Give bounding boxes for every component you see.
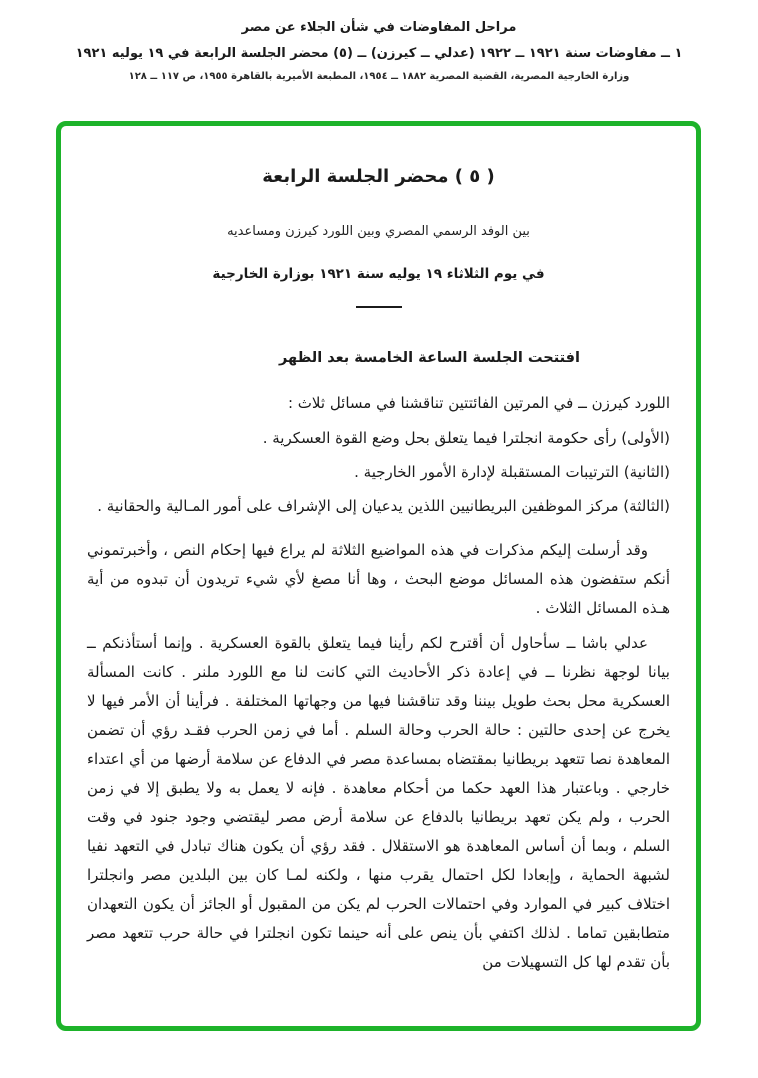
session-subtitle-date: في يوم الثلاثاء ١٩ يوليه سنة ١٩٢١ بوزارة الخارجية (212, 266, 545, 282)
agenda-item-third: (الثالثة) مركز الموظفين البريطانيين اللذين يدعيان إلى الإشراف على أمور المـالية والحقانية . (97, 497, 670, 515)
session-subtitle-parties: بين الوفد الرسمي المصري وبين اللورد كيرزن ومساعديه (227, 224, 530, 239)
session-title: ( ٥ ) محضر الجلسة الرابعة (262, 166, 495, 187)
page-header (0, 0, 758, 82)
header-subtitle: ١ ــ مفاوضات سنة ١٩٢١ ــ ١٩٢٢ (عدلي ــ كيرزن) ــ (٥) محضر الجلسة الرابعة في ١٩ يوليه ١٩٢١ (75, 46, 683, 61)
scanned-page (61, 126, 696, 977)
title-divider (356, 306, 402, 308)
speaker-line-lord-curzon: اللورد كيرزن ــ في المرتين الفائتتين تناقشنا في مسائل ثلاث : (287, 394, 670, 412)
paragraph-curzon-memoranda: وقد أرسلت إليكم مذكرات في هذه المواضيع الثلاثة لم يراع فيها إحكام النص ، وأخبرتموني أنكم ستفضون هذه المسائل موضع البحث ، وها أنا مصغ لأي شيء تريدون أن تبدوه من أية هـذه المسائل الثلاث . (87, 541, 670, 617)
paragraph-adli-pasha: عدلي باشا ــ سأحاول أن أقترح لكم رأينا فيما يتعلق بالقوة العسكرية . وإنما أستأذنكم ــ بيانا لوجهة نظرنا ــ في إعادة ذكر الأحاديث التي كانت لنا مع اللورد ملنر . كانت المسألة العسكرية محل بحث طويل بيننا وقد تناقشنا فيها من وجهاتها المختلفة . فرأينا أن الأمر فيها لا يخرج عن إحدى حالتين : حالة الحرب وحالة السلم . أما في زمن الحرب فقـد رؤي أن تضمن المعاهدة نصا تتعهد بريطانيا بمقتضاه بمساعدة مصر في الدفاع عن سلامة أرضها من أي اعتداء خارجي . وباعتبار هذا العهد حكما من أحكام معاهدة . فإنه لا يعمل به ولا يطبق إلا في زمن الحرب ، ولم يكن تعهد بريطانيا بالدفاع عن سلامة أرض مصر ليقتضي وجود جنود في وقت السلم ، وبما أن أساس المعاهدة هو الاستقلال . فقد رؤي أن يكون هناك تبادل في التعهد نفيا لشبهة الحماية ، وإبعادا لكل احتمال يقرب منها ، ولكنه لمـا كان بين البلدين مصر وانجلترا اختلاف كبير في الموارد وفي احتمالات الحرب لم يكن من المقبول أو الجائز أن يكون التعهدان متطابقين تماما . لذلك اكتفي بأن ينص على أنه حينما تكون انجلترا في حالة حرب تتعهد مصر بأن تقدم لها كل التسهيلات من (87, 634, 670, 971)
agenda-item-first: (الأولى) رأى حكومة انجلترا فيما يتعلق بحل وضع القوة العسكرية . (262, 429, 670, 447)
agenda-item-second: (الثانية) الترتيبات المستقبلة لإدارة الأمور الخارجية . (354, 463, 670, 481)
header-source-citation: وزارة الخارجية المصرية، القضية المصرية ١٨٨٢ ــ ١٩٥٤، المطبعة الأميرية بالقاهرة ١٩٥٥، ص ١١٧ ــ ١٢٨ (128, 71, 630, 82)
scanned-page-frame (56, 121, 701, 1031)
header-title: مراحل المفاوضات في شأن الجلاء عن مصر (241, 20, 517, 35)
opening-line: افتتحت الجلسة الساعة الخامسة بعد الظهر (279, 350, 580, 366)
